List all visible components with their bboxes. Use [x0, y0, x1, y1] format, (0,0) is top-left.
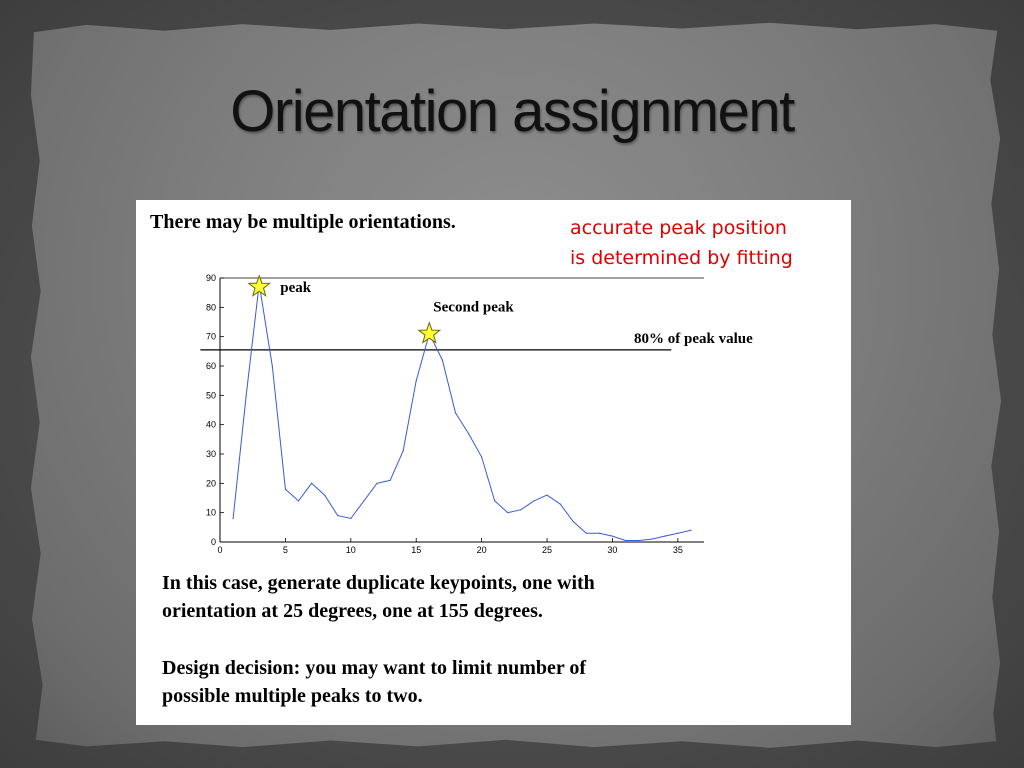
data-point [468, 433, 469, 434]
peak-label: peak [280, 279, 312, 296]
y-tick-label: 20 [205, 478, 216, 489]
para1-line-1: In this case, generate duplicate keypoints, one with [162, 572, 595, 594]
x-tick-label: 0 [217, 545, 223, 555]
y-tick-label: 40 [205, 419, 216, 430]
y-tick-label: 0 [210, 537, 216, 547]
y-tick-label: 70 [205, 331, 216, 342]
data-point [638, 540, 639, 541]
y-tick-label: 80 [205, 302, 216, 313]
data-point [664, 536, 665, 537]
x-tick-label: 25 [542, 545, 553, 555]
note-line-1: accurate peak position [570, 217, 787, 239]
data-point [586, 533, 587, 534]
data-point [311, 483, 312, 484]
x-tick-label: 10 [345, 545, 356, 555]
y-tick-label: 30 [205, 449, 216, 459]
data-point [376, 483, 377, 484]
data-point [651, 538, 652, 539]
peak-star-icon [249, 276, 270, 296]
data-point [232, 518, 233, 519]
y-tick-label: 50 [205, 390, 216, 401]
data-point [324, 494, 325, 495]
data-point [337, 515, 338, 516]
para2-line-1: Design decision: you may want to limit number of [162, 657, 587, 679]
y-tick-label: 60 [205, 361, 216, 371]
second-peak-label: Second peak [433, 299, 514, 316]
data-point [246, 395, 247, 396]
data-point [625, 540, 626, 541]
data-point [272, 365, 273, 366]
para2-line-2: possible multiple peaks to two. [162, 685, 423, 707]
note-line-2: is determined by fitting [570, 247, 793, 269]
histogram-series-line [233, 284, 691, 541]
data-point [389, 480, 390, 481]
paragraph-design-decision [162, 654, 586, 710]
slide-title: Orientation assignment [230, 79, 794, 144]
data-point [455, 412, 456, 413]
x-tick-label: 30 [607, 545, 618, 555]
threshold-label: 80% of peak value [634, 330, 753, 347]
x-tick-label: 20 [476, 545, 487, 555]
data-point [363, 500, 364, 501]
para1-line-2: orientation at 25 degrees, one at 155 degrees. [162, 600, 543, 622]
x-tick-label: 5 [282, 545, 288, 555]
x-tick-label: 15 [411, 545, 422, 555]
data-point [285, 489, 286, 490]
data-point [442, 360, 443, 361]
data-point [546, 494, 547, 495]
data-point [677, 533, 678, 534]
data-point [573, 521, 574, 522]
y-tick-label: 10 [205, 507, 216, 518]
data-point [612, 536, 613, 537]
data-point [403, 450, 404, 451]
orientation-histogram-chart [136, 200, 851, 560]
paragraph-duplicate-keypoints [162, 569, 595, 625]
data-point [690, 530, 691, 531]
headline: There may be multiple orientations. [150, 211, 456, 233]
data-point [298, 500, 299, 501]
data-point [599, 533, 600, 534]
y-tick-label: 90 [205, 273, 216, 283]
data-point [507, 512, 508, 513]
data-point [481, 456, 482, 457]
content-box [136, 200, 851, 725]
data-point [350, 518, 351, 519]
second-peak-star-icon [419, 323, 440, 343]
data-point [560, 503, 561, 504]
data-point [520, 509, 521, 510]
data-point [416, 380, 417, 381]
x-tick-label: 35 [672, 545, 683, 555]
data-point [533, 500, 534, 501]
data-point [494, 500, 495, 501]
